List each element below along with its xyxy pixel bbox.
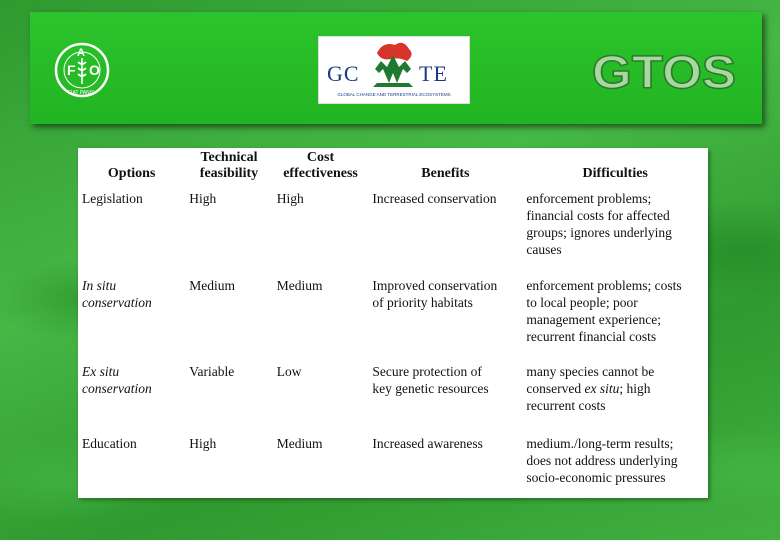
technical-cell: Variable <box>189 364 235 379</box>
technical-cell: Medium <box>189 278 235 293</box>
table-row <box>78 363 708 435</box>
fao-letter-f: F <box>67 62 76 78</box>
cost-cell: Medium <box>276 436 323 451</box>
gcte-logo <box>318 36 470 104</box>
header-technical-feasibility: Technical feasibility <box>199 150 259 181</box>
cost-cell: Medium <box>276 278 323 293</box>
benefits-cell: Improved conservation of priority habitats <box>372 278 498 310</box>
tree-icon <box>369 39 417 91</box>
header-benefits: Benefits <box>421 166 470 181</box>
cost-cell: High <box>276 191 304 206</box>
comparison-table <box>78 148 708 487</box>
cost-cell: Low <box>276 364 302 379</box>
gcte-logo-left-text: GC <box>327 61 360 86</box>
difficulties-cell: medium./long-term results; does not address underlying socio-economic pressures <box>526 436 678 485</box>
option-cell: In situ conservation <box>82 278 152 310</box>
difficulties-cell: enforcement problems; financial costs for affected groups; ignores underlying causes <box>526 191 672 257</box>
header-cost-effectiveness: Cost effectiveness <box>283 150 358 181</box>
comparison-table-card <box>78 148 708 498</box>
table-row <box>78 188 708 277</box>
technical-cell: High <box>189 191 217 206</box>
difficulties-cell: many species cannot be conserved ex situ; high recurrent costs <box>526 364 655 413</box>
technical-cell: High <box>189 436 217 451</box>
benefits-cell: Increased awareness <box>372 436 483 451</box>
ex-situ-emphasis: ex situ <box>584 381 620 396</box>
fao-letter-o: O <box>89 62 100 78</box>
gcte-logo-right-text: TE <box>419 61 448 86</box>
fao-logo <box>54 42 110 98</box>
difficulties-cell: enforcement problems; costs to local people; poor management experience; recurrent financial costs <box>526 278 682 344</box>
gtos-logo-text: GTOS <box>592 46 736 98</box>
table-header-row <box>78 148 708 188</box>
gcte-logo-subtitle: GLOBAL CHANGE AND TERRESTRIAL ECOSYSTEMS <box>337 92 451 97</box>
gtos-logo <box>590 40 740 100</box>
benefits-cell: Increased conservation <box>372 191 497 206</box>
option-cell: Legislation <box>82 191 143 206</box>
option-cell: Education <box>82 436 137 451</box>
header-difficulties: Difficulties <box>582 166 648 181</box>
logo-banner <box>30 12 762 124</box>
header-options: Options <box>107 166 156 181</box>
option-cell: Ex situ conservation <box>82 364 152 396</box>
benefits-cell: Secure protection of key genetic resources <box>372 364 489 396</box>
table-row <box>78 277 708 363</box>
table-row <box>78 435 708 487</box>
fao-letter-a: A <box>77 47 85 59</box>
fao-motto: FIAT PANIS <box>68 90 95 96</box>
